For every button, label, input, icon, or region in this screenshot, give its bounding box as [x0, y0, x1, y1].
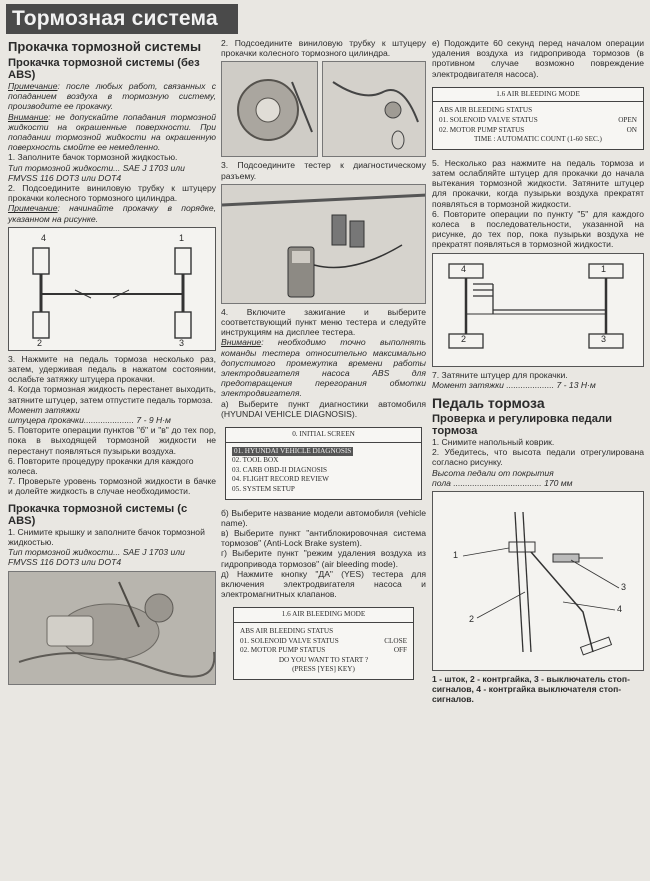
- step-1: 1. Заполните бачок тормозной жидкостью.: [8, 152, 178, 163]
- c3-step-e: е) Подождите 60 секунд перед началом операции удаления воздуха из гидропривода тормозов (в противном случае возможно повреждение электродвигателя насоса).: [432, 38, 644, 79]
- fluid-type: Тип тормозной жидкости... SAE J 1703 или FMVSS 116 DOT3 или DOT4: [8, 162, 185, 183]
- screen2-r1-value: CLOSE: [384, 636, 407, 645]
- screen1-item: 04. FLIGHT RECORD REVIEW: [232, 475, 329, 484]
- subsection-heading-abs: Прокачка тормозной системы (с ABS): [8, 502, 188, 527]
- pedal-diagram-svg: [433, 492, 643, 670]
- pedal-label-3: 3: [621, 582, 627, 593]
- c2-warning-text: : необходимо точно выполнять команды тестера относительно максимально допустимого промежутка времени работы электродвигателя насоса ABS для предотвращения перегорания обмотки электродвигателя.: [221, 337, 426, 399]
- screen1-item-selected: 01. HYUNDAI VEHICLE DIAGNOSIS: [234, 446, 352, 455]
- torque-label: Момент затяжки: [8, 404, 80, 415]
- note-paragraph: [8, 81, 216, 112]
- c2-sub-v: в) Выберите пункт "антиблокировочная система тормозов" (Anti-Lock Brake system).: [221, 528, 426, 549]
- column-1: [8, 38, 216, 688]
- screen2-r2-label: 02. MOTOR PUMP STATUS: [240, 646, 326, 655]
- c3-step-7: 7. Затяните штуцер для прокачки.: [432, 369, 568, 380]
- screen2-row-1: [240, 637, 407, 647]
- engine-bay-photo: [8, 571, 216, 685]
- pedal-label-2: 2: [469, 614, 475, 625]
- c2-warning-label: Внимание: [221, 337, 262, 348]
- screen2-question: DO YOU WANT TO START ?: [278, 655, 369, 664]
- step-2: 2. Подсоедините виниловую трубку к штуцеру прокачки колесного тормозного цилиндра.: [8, 183, 216, 204]
- screen2-r2-value: OFF: [393, 646, 407, 655]
- wheel-label-2: 2: [37, 337, 43, 348]
- screen3-r2-value: ON: [626, 125, 637, 134]
- rear-brake-sketch: [323, 62, 426, 156]
- c2-sub-g: г) Выберите пункт "режим удаления воздуха из гидропривода тормозов" (air bleeding mode).: [221, 548, 426, 569]
- c2-warning-paragraph: [221, 337, 426, 398]
- tester-air-bleed-screen-1: [233, 607, 414, 680]
- c3-bleeding-order-diagram: [432, 253, 644, 367]
- warning-label: Внимание: [8, 111, 49, 122]
- screen3-header: 1.6 AIR BLEEDING MODE: [433, 88, 643, 103]
- note2-paragraph: [8, 203, 216, 223]
- c3-wheel-label-3: 3: [601, 333, 607, 344]
- page-title-bar: [6, 4, 238, 34]
- c3-wheel-label-4: 4: [461, 263, 467, 274]
- c3-step-6: 6. Повторите операции по пункту "5" для каждого колеса в последовательности, указанной на рисунке, до тех пор, пока пузырьки воздуха не прекратят появляться в тормозной жидкости.: [432, 208, 644, 250]
- screen2-row-2: [240, 646, 407, 656]
- rear-brake-photo: [322, 61, 426, 157]
- column-2: [221, 38, 426, 688]
- step-4: 4. Когда тормозная жидкость перестанет выходить, затяните штуцер, затем отпустите педаль тормоза.: [8, 384, 216, 405]
- caliper-sketch: [222, 62, 318, 156]
- subsection-heading-no-abs: Прокачка тормозной системы (без ABS): [8, 57, 200, 81]
- screen3-r1-value: OPEN: [618, 116, 637, 124]
- tester-air-bleed-screen-2: [432, 87, 644, 150]
- section-heading: Прокачка тормозной системы: [8, 39, 202, 54]
- pedal-diagram: [432, 491, 644, 671]
- pedal-caption: 1 - шток, 2 - контргайка, 3 - выключатель стоп-сигналов, 4 - контргайка выключателя стоп-сигналов.: [432, 674, 630, 705]
- screen2-header: 1.6 AIR BLEEDING MODE: [234, 608, 413, 623]
- screen3-row-1: [439, 116, 637, 126]
- note2-label: Примечание: [8, 203, 58, 214]
- pedal-subheading: Проверка и регулировка педали тормоза: [432, 413, 612, 438]
- wheel-label-4: 4: [41, 232, 47, 243]
- screen1-item: 05. SYSTEM SETUP: [232, 485, 295, 494]
- step-7: 7. Проверьте уровень тормозной жидкости в бачке и долейте жидкость в случае необходимости.: [8, 476, 216, 497]
- screen2-status-title: ABS AIR BLEEDING STATUS: [240, 627, 334, 636]
- screen3-r2-label: 02. MOTOR PUMP STATUS: [439, 125, 525, 134]
- wheel-label-1: 1: [179, 232, 185, 243]
- c2-sub-a: а) Выберите пункт диагностики автомобиля (HYUNDAI VEHICLE DIAGNOSIS).: [221, 398, 426, 419]
- screen3-status-title: ABS AIR BLEEDING STATUS: [439, 106, 533, 115]
- screen1-header: 0. INITIAL SCREEN: [226, 428, 421, 443]
- page-title: Тормозная система: [12, 7, 218, 30]
- wheel-label-3: 3: [179, 337, 185, 348]
- note2-text: : начинайте прокачку в порядке, указанном на рисунке.: [8, 203, 216, 224]
- brake-caliper-photo: [221, 61, 318, 157]
- c2-step-4: 4. Включите зажигание и выберите соответствующий пункт меню тестера и следуйте инструкциям на дисплее тестера.: [221, 306, 426, 338]
- c3-torque: Момент затяжки .................... 7 - 13 Н·м: [432, 379, 596, 390]
- pedal-height-value: пола ..................................... 170 мм: [432, 477, 573, 488]
- engine-bay-sketch: [9, 572, 216, 684]
- screen3-row-2: [439, 126, 637, 136]
- step-3: 3. Нажмите на педаль тормоза несколько раз, затем, удерживая педаль в нажатом состоянии, ослабьте затяжку штуцера прокачки.: [8, 353, 216, 385]
- pedal-label-4: 4: [617, 604, 623, 615]
- c2-sub-b: б) Выберите название модели автомобиля (vehicle name).: [221, 507, 426, 528]
- tester-connection-photo: [221, 184, 426, 304]
- c2-step-3: 3. Подсоедините тестер к диагностическому разъему.: [221, 160, 426, 181]
- screen3-time: TIME : AUTOMATIC COUNT (1-60 SEC.): [474, 135, 602, 144]
- step-6: 6. Повторите процедуру прокачки для каждого колеса.: [8, 455, 194, 477]
- pedal-step-1: 1. Снимите напольный коврик.: [432, 437, 555, 448]
- tester-sketch: [222, 185, 426, 303]
- warning-text: : не допускайте попадания тормозной жидкости на окрашенные поверхности. При попадании тормозной жидкости на окрашенную поверхность смойте ее немедленно.: [8, 111, 216, 153]
- screen2-key: (PRESS [YES] KEY): [292, 665, 355, 674]
- screen2-r1-label: 01. SOLENOID VALVE STATUS: [240, 636, 339, 645]
- note-text: : после любых работ, связанных с попаданием воздуха в тормозную систему, производите ее прокачку.: [8, 81, 216, 112]
- tester-initial-screen: [225, 427, 422, 500]
- warning-paragraph: [8, 112, 216, 153]
- pedal-label-1: 1: [453, 550, 459, 561]
- pedal-step-2: 2. Убедитесь, что высота педали отрегулирована согласно рисунку.: [432, 447, 644, 468]
- c3-step-5: 5. Несколько раз нажмите на педаль тормоза и затем ослабляйте штуцер для прокачки до начала вытекания тормозной жидкости. Затяните штуцер для прокачки, когда пузырьки воздуха прекратят появляться в тормозной жидкости.: [432, 157, 644, 209]
- column-3: [432, 38, 644, 705]
- screen1-item: 02. TOOL BOX: [232, 456, 279, 465]
- c3-wheel-label-2: 2: [461, 333, 467, 344]
- fluid-type-2: Тип тормозной жидкости... SAE J 1703 или FMVSS 116 DOT3 или DOT4: [8, 547, 185, 568]
- pedal-height-label: Высота педали от покрытия: [432, 467, 554, 478]
- note-label: Примечание: [8, 81, 58, 91]
- c2-step-2: 2. Подсоедините виниловую трубку к штуцеру прокачки колесного тормозного цилиндра.: [221, 38, 426, 59]
- step-5: 5. Повторите операции пунктов "б" и "в" до тех пор, пока в выходящей тормозной жидкости не перестанут появляться пузырьки воздуха.: [8, 425, 216, 456]
- abs-step-1: 1. Снимите крышку и заполните бачок тормозной жидкостью.: [8, 526, 205, 547]
- c2-sub-d: д) Нажмите кнопку "ДА" (YES) тестера для включения электродвигателя насоса и электромагнитных клапанов.: [221, 568, 426, 600]
- pedal-heading: Педаль тормоза: [432, 395, 545, 412]
- bleeder-photos: [221, 58, 426, 160]
- c3-wheel-label-1: 1: [601, 263, 607, 274]
- screen1-item: 03. CARB OBD-II DIAGNOSIS: [232, 465, 328, 474]
- screen3-r1-label: 01. SOLENOID VALVE STATUS: [439, 116, 538, 124]
- torque-value: штуцера прокачки..................... 7 - 9 Н·м: [8, 415, 171, 426]
- chassis-diagram-svg: [9, 228, 215, 350]
- bleeding-order-diagram: [8, 227, 216, 351]
